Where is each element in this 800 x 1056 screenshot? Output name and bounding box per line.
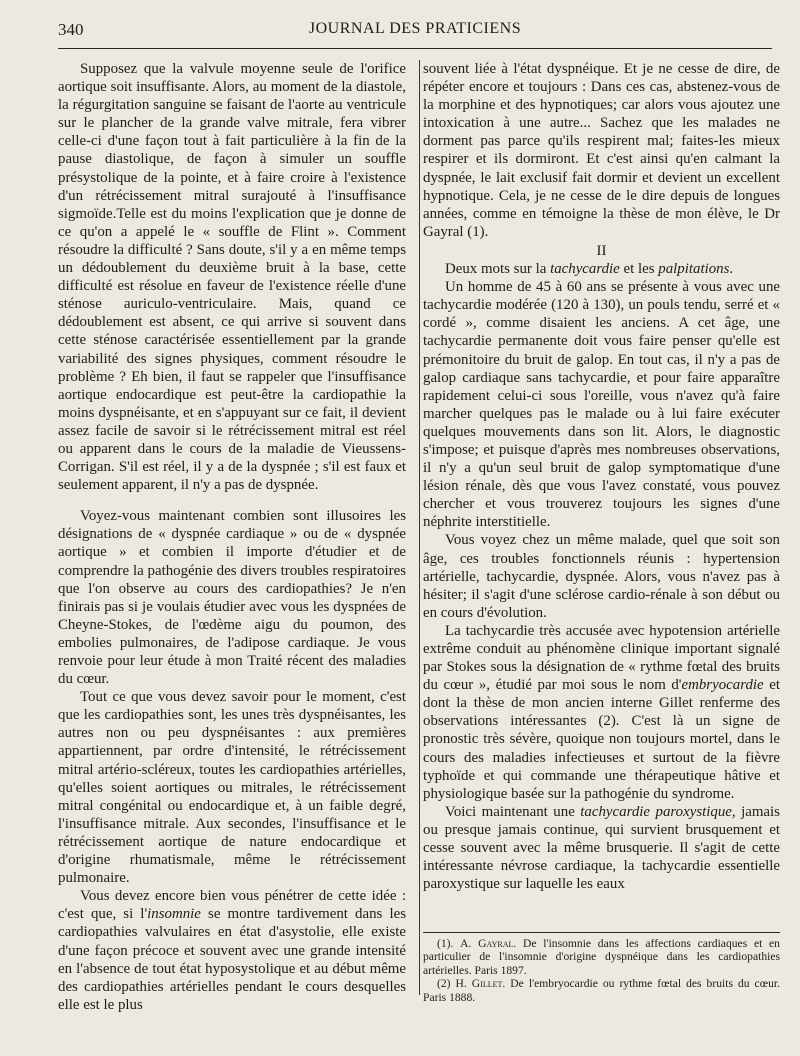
section-number: II [596,242,607,259]
footnote-author: A. Gayral. [460,937,517,950]
column-divider [419,60,420,995]
italic-term: insomnie [147,906,201,923]
left-column [58,60,406,1014]
italic-term: tachycardie paroxystique [580,803,732,820]
right-column [423,60,780,893]
footnote: (1). A. Gayral. De l'insomnie dans les affections cardiaques et en particulier de l'insomnie d'origine dyspnéique dans les cardiopathies artérielles. Paris 1897. [423,937,780,977]
footnote-author: H. Gillet. [455,977,506,991]
footnote: (2) H. Gillet. De l'embryocardie ou rythme fœtal des bruits du cœur. Paris 1888. [423,977,780,1004]
page-number: 340 [58,20,84,39]
italic-term: embryocardie [681,677,764,694]
italic-term: palpitations [658,261,730,278]
section-heading: Deux mots sur la tachycardie et les palpitations. [445,261,734,278]
paragraph: Voici maintenant une tachycardie paroxystique, jamais ou presque jamais continue, qui survient brusquement et cesse souvent avec la même brusquerie. Il s'agit de cette intéressante névrose cardiaque, la tachycardie essentielle paroxystique sur laquelle les eaux [423,803,780,893]
paragraph: Vous devez encore bien vous pénétrer de cette idée : c'est que, si l'insomnie se montre tardivement dans les cardiopathies valvulaires en état d'asystolie, elle existe d'une façon précoce et souvent avec une grande intensité en l'absence de tout état hyposystolique et au début même des cardiopathies artérielles pendant le cours desquelles elle est le plus [58,888,406,1013]
header-rule [58,48,772,49]
paragraph: Vous voyez chez un même malade, quel que soit son âge, ces troubles fonctionnels réunis : hypertension artérielle, tachycardie, dyspnée. Alors, vous n'avez pas à hésiter; il s'agit d'une sclérose cardio-rénale à son début ou en cours d'évolution. [423,532,780,621]
paragraph: Voyez-vous maintenant combien sont illusoires les désignations de « dyspnée cardiaque » ou de « dyspnée aortique » et combien il importe d'étudier et de comprendre la pathogénie des divers troubles respiratoires que l'on observe au cours des cardiopathies? Je n'en finirais pas si je voulais étudier avec vous les dyspnées de Cheyne-Stokes, de l'œdème aigu du poumon, des embolies pulmonaires, de l'adipose cardiaque. Je vous renvoie pour leur étude à mon Traité récent des maladies du cœur. [58,508,406,688]
paragraph: La tachycardie très accusée avec hypotension artérielle extrême conduit au phénomène clinique important signalé par Stokes sous la désignation de « rythme fœtal des bruits du cœur », étudié par moi sous le nom d'embryocardie et dont la thèse de mon ancien interne Gillet renferme des observations intéressantes (2). C'est là un signe de pronostic très sévère, quoique non toujours mortel, dans le cours des maladies infectieuses et surtout de la fièvre typhoïde et qui commande une thérapeutique hâtive et physiologique basée sur la pathogénie du syndrome. [423,622,780,802]
page-header [58,20,772,46]
paragraph: Un homme de 45 à 60 ans se présente à vous avec une tachycardie modérée (120 à 130), un pouls tendu, serré et « cordé », comme disaient les anciens. A cet âge, une tachycardie permanente doit vous faire penser qu'elle est prémonitoire du bruit de galop. En tout cas, il n'y a pas de galop cardiaque sans tachycardie, et pour faire apparaître rapidement celui-ci sous l'oreille, vous n'avez qu'à faire marcher quelques pas le malade ou à lui faire exécuter quelques mouvements dans son lit. Alors, le diagnostic s'impose; et puisque d'après mes nombreuses observations, il n'y a qu'un seul bruit de galop symptomatique d'une lésion rénale, dès que vous l'avez constaté, vous pouvez chercher et vous trouverez toujours les signes d'une néphrite interstitielle. [423,279,780,531]
running-title: JOURNAL DES PRATICIENS [308,20,522,37]
paragraph: Tout ce que vous devez savoir pour le moment, c'est que les cardiopathies sont, les unes très dyspnéisantes, les autres non ou peu dyspnéisantes : aux premières appartiennent, par ordre d'intensité, le rétrécissement mitral artério-scléreux, toutes les cardiopathies artérielles, qu'elles soient aortiques ou mitrales, le rétrécissement mitral congénital ou endocardique et, à un faible degré, l'insuffisance mitrale. Aux secondes, l'insuffisance et le rétrécissement aortique de nature endocardique et d'origine rhumatismale, même le rétrécissement pulmonaire. [58,689,406,887]
paragraph: souvent liée à l'état dyspnéique. Et je ne cesse de dire, de répéter encore et toujours : Dans ces cas, abstenez-vous de la morphine et des hypnotiques; car alors vous ajoutez une intoxication à une autre... Sachez que les malades ne dorment pas parce qu'ils respirent mal; faites-les mieux respirer et ils dormiront. Et c'est ainsi qu'en calmant la dyspnée, le lait exclusif fait dormir et devient un excellent hypnotique. Cela, je ne cesse de le dire depuis de longues années, comme en témoigne la thèse de mon élève, le Dr Gayral (1). [423,61,780,240]
paragraph: Supposez que la valvule moyenne seule de l'orifice aortique soit insuffisante. Alors, au moment de la diastole, la régurgitation sanguine se faisant de l'aorte au ventricule sur le plancher de la grande valve mitrale, fera vibrer celle-ci d'une façon tout à fait particulière à la fin de la pause diastolique, de façon à simuler un souffle présystolique de la pointe, et à faire croire à l'existence d'un rétrécissement mitral surajouté à l'insuffisance sigmoïde.Telle est du moins l'explication que je donne de ce qu'on a appelé le « souffle de Flint ». Comment résoudre la difficulté ? Sans doute, s'il y a en même temps un dédoublement du deuxième bruit à la base, cette difficulté est résolue en faveur de l'existence réelle d'une sténose auriculo-ventriculaire. Mais, quand ce dédoublement est absent, ce qui arrive si souvent dans cette sténose caractérisée essentiellement par la grande variabilité des signes physiques, comment résoudre le problème ? Eh bien, il faut se rappeler que l'insuffisance aortique endocardique est peut-être la cardiopathie la moins dyspnéisante, et en s'appuyant sur ce fait, il devient assez facile de savoir si le rétrécissement mitral est réel ou apparent dans le cours de la maladie de Vieussens-Corrigan. S'il est réel, il y a de la dyspnée ; s'il est faux et seulement apparent, il n'y a pas de dyspnée. [58,61,406,494]
italic-term: tachycardie [550,261,620,278]
footnotes [423,932,780,1004]
